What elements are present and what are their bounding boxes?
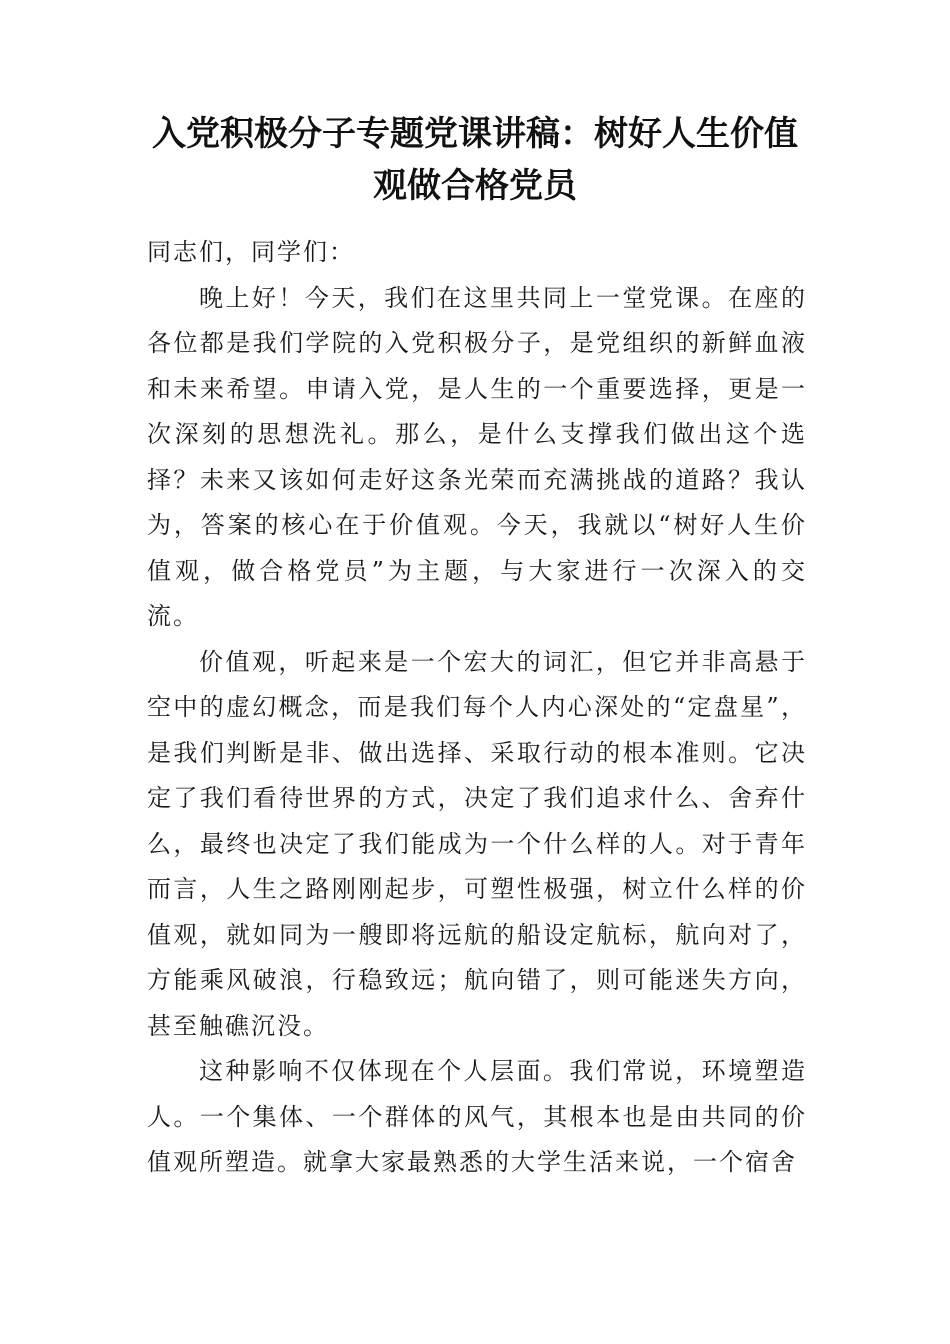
salutation: 同志们，同学们： <box>147 238 355 266</box>
document-body <box>147 230 807 1186</box>
paragraph-2: 价值观，听起来是一个宏大的词汇，但它并非高悬于空中的虚幻概念，而是我们每个人内心深处的“定盘星”，是我们判断是非、做出选择、采取行动的根本准则。它决定了我们看待世界的方式，决定了我们追求什么、舍弃什么，最终也决定了我们能成为一个什么样的人。对于青年而言，人生之路刚刚起步，可塑性极强，树立什么样的价值观，就如同为一艘即将远航的船设定航标，航向对了，方能乘风破浪，行稳致远；航向错了，则可能迷失方向，甚至触礁沉没。 <box>147 647 807 1040</box>
paragraph-1: 晚上好！今天，我们在这里共同上一堂党课。在座的各位都是我们学院的入党积极分子，是党组织的新鲜血液和未来希望。申请入党，是人生的一个重要选择，更是一次深刻的思想洗礼。那么，是什么支撑我们做出这个选择？未来又该如何走好这条光荣而充满挑战的道路？我认为，答案的核心在于价值观。今天，我就以“树好人生价值观，做合格党员”为主题，与大家进行一次深入的交流。 <box>147 283 807 630</box>
document-title: 入党积极分子专题党课讲稿：树好人生价值观做合格党员 <box>152 114 798 206</box>
paragraph-3: 这种影响不仅体现在个人层面。我们常说，环境塑造人。一个集体、一个群体的风气，其根本也是由共同的价值观所塑造。就拿大家最熟悉的大学生活来说，一个宿舍 <box>147 1057 807 1176</box>
